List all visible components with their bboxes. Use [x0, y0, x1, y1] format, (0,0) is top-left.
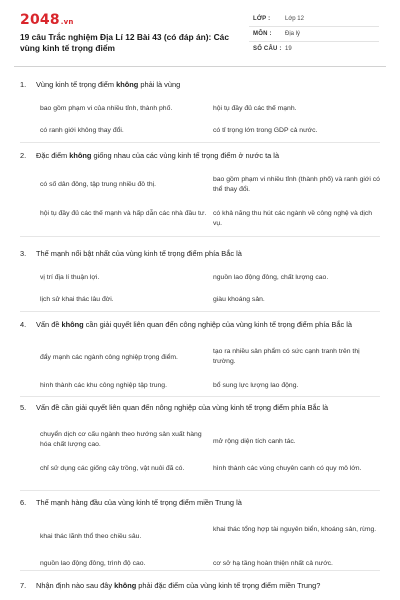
question-stem [20, 498, 380, 508]
answer-d[interactable]: có khả năng thu hút các ngành về công nghệ và dịch vụ. [213, 210, 373, 227]
answer-a[interactable]: có số dân đông, tập trung nhiều đô thị. [40, 181, 157, 188]
question-stem [20, 403, 380, 413]
question-stem [20, 249, 380, 259]
answer-b[interactable]: hội tụ đầy đủ các thế mạnh. [213, 105, 297, 112]
stem-emphasis: không [114, 581, 137, 590]
stem-text: Thế mạnh hàng đầu của vùng kinh tế trọng điểm miền Trung là [36, 498, 242, 507]
answer-c[interactable]: hội tụ đầy đủ các thế mạnh và hấp dẫn các nhà đầu tư. [40, 210, 207, 217]
meta-row-subject [249, 27, 379, 42]
meta-row-count [249, 42, 379, 57]
site-logo[interactable] [20, 12, 74, 28]
answer-c[interactable]: chỉ sử dụng các giống cây trồng, vật nuôi đã có. [40, 465, 185, 472]
meta-key: LỚP : [253, 16, 271, 22]
question-number: 6. [20, 498, 27, 507]
answer-d[interactable]: bổ sung lực lượng lao động. [213, 382, 299, 389]
answer-d[interactable]: có tỉ trọng lớn trong GDP cả nước. [213, 127, 318, 134]
question-divider [20, 396, 380, 397]
answer-a[interactable]: vị trí địa lí thuận lợi. [40, 274, 100, 281]
question-divider [20, 311, 380, 312]
stem-text: cần giải quyết liên quan đến công nghiệp của vùng kinh tế trọng điểm phía Bắc là [83, 320, 352, 329]
answer-d[interactable]: cơ sở hạ tầng hoàn thiện nhất cả nước. [213, 560, 333, 567]
stem-text: phải đặc điểm của vùng kinh tế trọng điểm miền Trung? [136, 581, 321, 590]
answer-a[interactable]: chuyển dịch cơ cấu ngành theo hướng sản xuất hàng hóa chất lượng cao. [40, 431, 202, 448]
stem-emphasis: không [61, 320, 84, 329]
stem-text: giống nhau của các vùng kinh tế trọng điểm ở nước ta là [91, 151, 280, 160]
answer-b[interactable]: mở rộng diện tích canh tác. [213, 438, 296, 445]
meta-key: SỐ CÂU : [253, 46, 282, 52]
answer-c[interactable]: nguồn lao động đông, trình độ cao. [40, 560, 146, 567]
question-divider [20, 142, 380, 143]
question-3 [20, 249, 380, 303]
question-divider [20, 236, 380, 237]
answer-a[interactable]: bao gồm phạm vi của nhiều tỉnh, thành phố. [40, 105, 173, 112]
meta-value: 19 [285, 46, 292, 52]
answer-c[interactable]: lịch sử khai thác lâu đời. [40, 296, 114, 303]
document-title: 19 câu Trắc nghiệm Địa Lí 12 Bài 43 (có đáp án): Các vùng kinh tế trọng điểm [20, 32, 229, 53]
answer-b[interactable]: bao gồm phạm vi nhiều tỉnh (thành phố) và ranh giới có thể thay đổi. [213, 176, 380, 193]
stem-text: Vấn đề [36, 320, 62, 329]
meta-value: Lớp 12 [285, 16, 304, 22]
answer-c[interactable]: hình thành các khu công nghiệp tập trung. [40, 382, 167, 389]
meta-key: MÔN : [253, 31, 272, 37]
answer-b[interactable]: tạo ra nhiều sản phẩm có sức cạnh tranh trên thị trường. [213, 348, 360, 365]
stem-emphasis: không [116, 80, 139, 89]
answer-c[interactable]: có ranh giới không thay đổi. [40, 127, 124, 134]
question-1 [20, 80, 380, 134]
stem-emphasis: không [69, 151, 92, 160]
question-number: 7. [20, 581, 27, 590]
logo-main: 2048 [20, 12, 60, 28]
logo-suffix: .vn [60, 18, 74, 26]
question-divider [20, 570, 380, 571]
question-stem [20, 151, 380, 161]
stem-text: Đặc điểm [36, 151, 70, 160]
question-stem [20, 320, 380, 330]
stem-text: Thế mạnh nổi bật nhất của vùng kinh tế trọng điểm phía Bắc là [36, 249, 242, 258]
answer-d[interactable]: hình thành các vùng chuyên canh có quy mô lớn. [213, 465, 362, 472]
question-number: 2. [20, 151, 27, 160]
answer-b[interactable]: khai thác tổng hợp tài nguyên biển, khoáng sản, rừng. [213, 526, 377, 533]
meta-value: Địa lý [285, 31, 301, 37]
header-divider [14, 66, 386, 67]
question-stem [20, 581, 380, 591]
meta-row-class [249, 12, 379, 27]
answer-b[interactable]: nguồn lao động đông, chất lượng cao. [213, 274, 329, 281]
stem-text: Vấn đề cần giải quyết liên quan đến nông nghiệp của vùng kinh tế trọng điểm phía Bắc là [36, 403, 329, 412]
question-4 [20, 320, 380, 389]
question-number: 5. [20, 403, 27, 412]
question-6 [20, 498, 380, 567]
stem-text: phải là vùng [138, 80, 181, 89]
meta-box [249, 12, 379, 57]
question-2 [20, 151, 380, 227]
question-number: 3. [20, 249, 27, 258]
stem-text: Vùng kinh tế trọng điểm [36, 80, 117, 89]
answer-a[interactable]: khai thác lãnh thổ theo chiều sâu. [40, 533, 142, 540]
question-5 [20, 403, 380, 472]
question-divider [20, 490, 380, 491]
question-7 [20, 581, 380, 591]
answer-d[interactable]: giàu khoáng sản. [213, 296, 265, 303]
question-number: 1. [20, 80, 27, 89]
question-number: 4. [20, 320, 27, 329]
question-stem [20, 80, 380, 90]
stem-text: Nhận định nào sau đây [36, 581, 115, 590]
document-header [0, 0, 400, 66]
answer-a[interactable]: đẩy mạnh các ngành công nghiệp trọng điểm. [40, 354, 178, 361]
